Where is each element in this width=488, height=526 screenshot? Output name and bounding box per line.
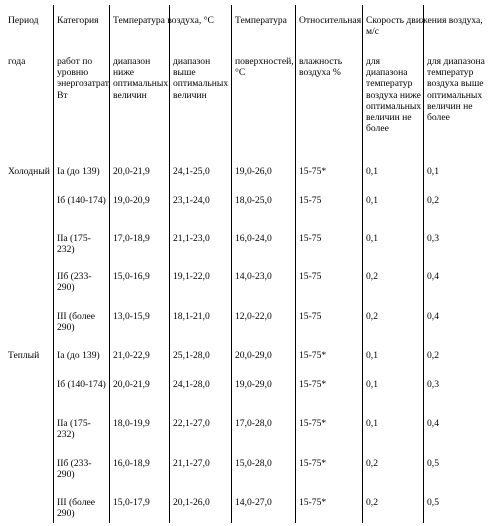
header-range-above: диапазон выше оптимальных величин [173, 56, 229, 101]
value-cell: 0,3 [427, 233, 439, 244]
value-cell: 15-75* [299, 497, 327, 508]
value-cell: 18,0-19,9 [113, 418, 150, 429]
category-cell: Iа (до 139) [57, 350, 100, 361]
value-cell: 0,4 [427, 311, 439, 322]
value-cell: 21,1-27,0 [173, 458, 210, 469]
value-cell: 19,1-22,0 [173, 271, 210, 282]
value-cell: 0,2 [427, 195, 439, 206]
header-surface-temperature: Температура [235, 15, 287, 26]
header-humidity: влажность воздуха % [299, 56, 343, 79]
category-cell: IIб (233-290) [57, 271, 92, 294]
column-divider [423, 5, 424, 523]
column-divider [231, 5, 232, 523]
value-cell: 13,0-15,9 [113, 311, 150, 322]
value-cell: 0,5 [427, 458, 439, 469]
value-cell: 20,1-26,0 [173, 497, 210, 508]
value-cell: 15-75* [299, 418, 327, 429]
value-cell: 12,0-22,0 [235, 311, 272, 322]
value-cell: 24,1-25,0 [173, 166, 210, 177]
value-cell: 0,2 [427, 350, 439, 361]
value-cell: 15-75 [299, 233, 322, 244]
value-cell: 0,5 [427, 497, 439, 508]
column-divider [53, 5, 54, 523]
value-cell: 0,2 [366, 458, 378, 469]
value-cell: 14,0-27,0 [235, 497, 272, 508]
value-cell: 21,1-23,0 [173, 233, 210, 244]
value-cell: 0,1 [366, 418, 378, 429]
value-cell: 15,0-16,9 [113, 271, 150, 282]
value-cell: 15-75* [299, 379, 327, 390]
value-cell: 15-75 [299, 195, 322, 206]
value-cell: 0,2 [366, 311, 378, 322]
value-cell: 19,0-20,9 [113, 195, 150, 206]
category-cell: IIб (233-290) [57, 458, 92, 481]
header-energy-level: работ по уровню энергозатрат, Вт [57, 56, 111, 101]
category-cell: IIа (175-232) [57, 418, 91, 441]
value-cell: 14,0-23,0 [235, 271, 272, 282]
value-cell: 0,1 [427, 166, 439, 177]
value-cell: 15-75* [299, 166, 327, 177]
category-cell: Iа (до 139) [57, 166, 100, 177]
value-cell: 19,0-26,0 [235, 166, 272, 177]
column-divider [169, 5, 170, 523]
header-speed-above: для диапазона температур воздуха выше оптимальных величин не более [427, 56, 485, 124]
header-speed-below: для диапазона температур воздуха ниже оптимальных величин не более [366, 56, 422, 135]
header-year: года [8, 56, 26, 67]
value-cell: 0,1 [366, 233, 378, 244]
value-cell: 0,4 [427, 418, 439, 429]
category-cell: III (более 290) [57, 497, 96, 520]
column-divider [295, 5, 296, 523]
value-cell: 17,0-28,0 [235, 418, 272, 429]
value-cell: 19,0-29,0 [235, 379, 272, 390]
value-cell: 20,0-21,9 [113, 379, 150, 390]
value-cell: 0,2 [366, 497, 378, 508]
value-cell: 0,4 [427, 271, 439, 282]
category-cell: III (более 290) [57, 311, 96, 334]
header-range-below: диапазон ниже оптимальных величин [113, 56, 169, 101]
value-cell: 17,0-18,9 [113, 233, 150, 244]
value-cell: 0,1 [366, 350, 378, 361]
period-cold: Холодный [8, 166, 50, 177]
value-cell: 16,0-24,0 [235, 233, 272, 244]
header-relative: Относительная [299, 15, 362, 26]
header-air-speed: Скорость движения воздуха, м/с [366, 15, 483, 38]
header-surfaces: поверхностей, °С [235, 56, 294, 79]
category-cell: Iб (140-174) [57, 379, 106, 390]
value-cell: 22,1-27,0 [173, 418, 210, 429]
header-category: Категория [57, 15, 99, 26]
value-cell: 20,0-21,9 [113, 166, 150, 177]
period-warm: Теплый [8, 350, 40, 361]
value-cell: 15-75 [299, 271, 322, 282]
value-cell: 15-75 [299, 311, 322, 322]
header-air-temperature: Температура воздуха, °С [113, 15, 214, 26]
value-cell: 15,0-17,9 [113, 497, 150, 508]
value-cell: 0,3 [427, 379, 439, 390]
value-cell: 15-75* [299, 458, 327, 469]
column-divider [362, 5, 363, 523]
value-cell: 0,2 [366, 271, 378, 282]
value-cell: 21,0-22,9 [113, 350, 150, 361]
value-cell: 15-75* [299, 350, 327, 361]
value-cell: 15,0-28,0 [235, 458, 272, 469]
value-cell: 18,1-21,0 [173, 311, 210, 322]
value-cell: 0,1 [366, 166, 378, 177]
value-cell: 0,1 [366, 379, 378, 390]
value-cell: 0,1 [366, 195, 378, 206]
value-cell: 20,0-29,0 [235, 350, 272, 361]
category-cell: Iб (140-174) [57, 195, 106, 206]
value-cell: 25,1-28,0 [173, 350, 210, 361]
category-cell: IIа (175-232) [57, 233, 91, 256]
value-cell: 16,0-18,9 [113, 458, 150, 469]
value-cell: 23,1-24,0 [173, 195, 210, 206]
header-period: Период [8, 15, 39, 26]
value-cell: 24,1-28,0 [173, 379, 210, 390]
value-cell: 18,0-25,0 [235, 195, 272, 206]
